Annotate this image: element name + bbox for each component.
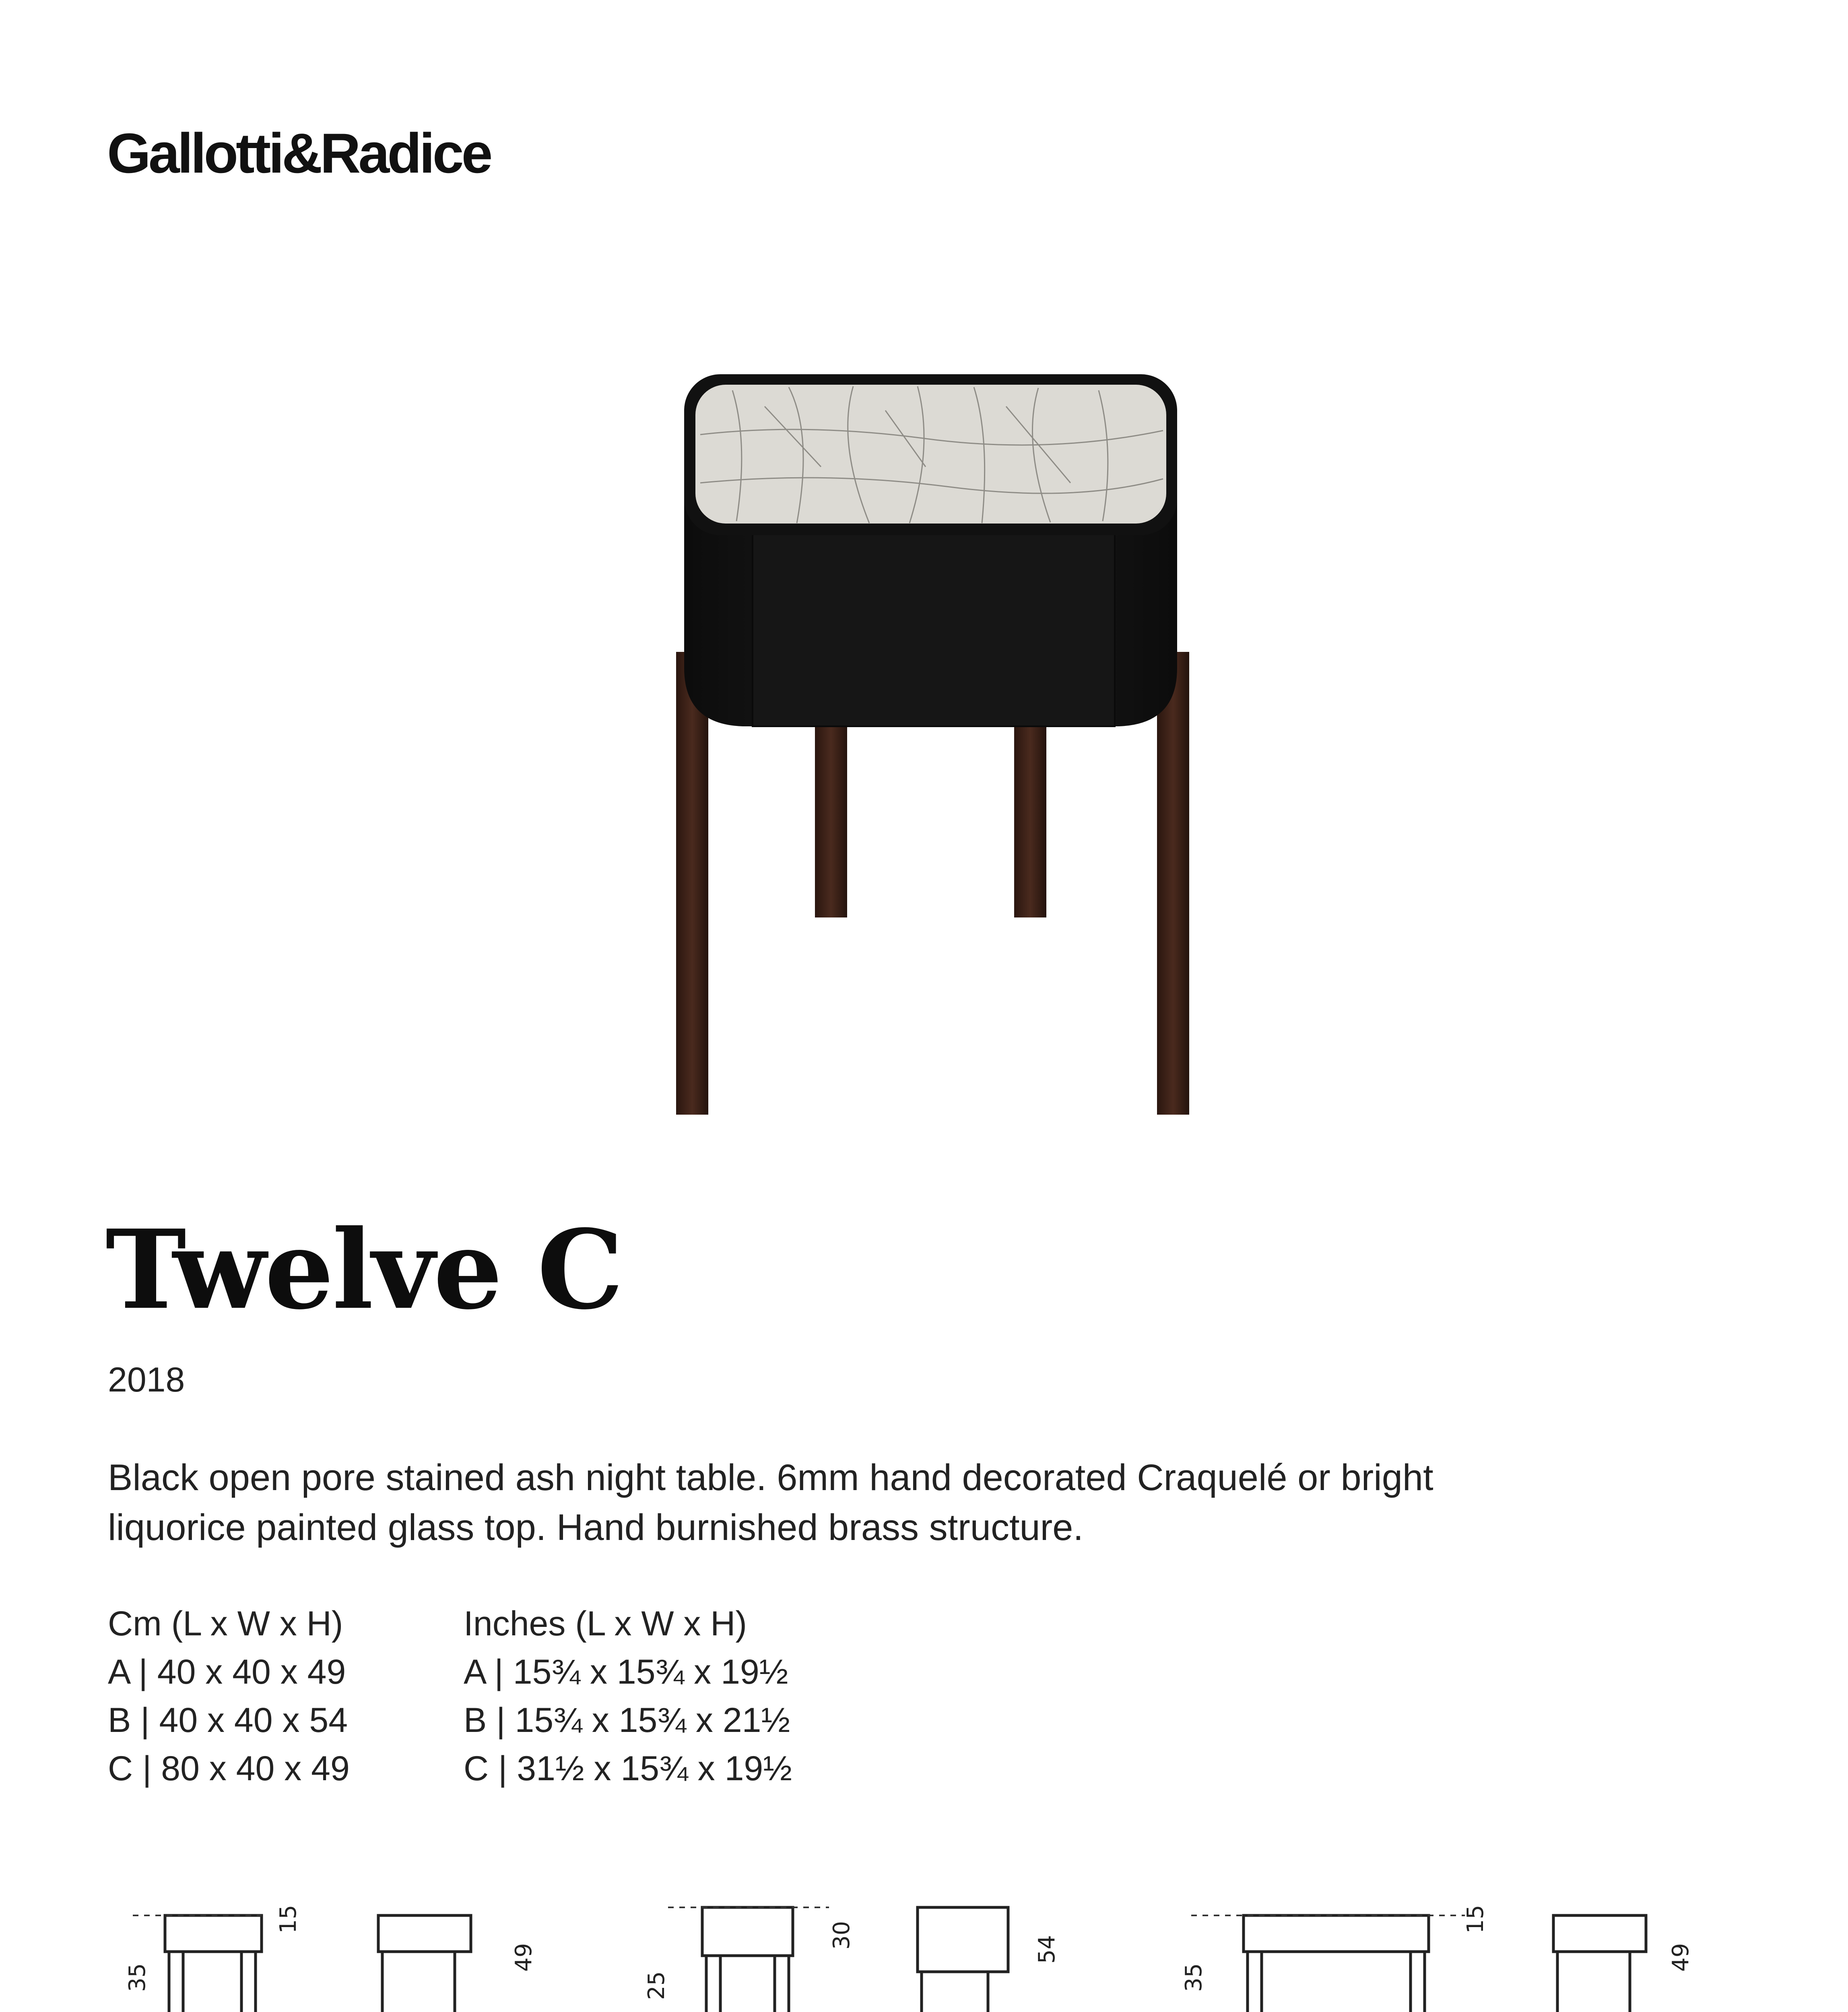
dims-in-row: B | 15¾ x 15¾ x 21½ [464, 1701, 790, 1740]
c-top-dim: 15 [1462, 1905, 1489, 1934]
front-leg-left [676, 652, 708, 1115]
dims-in-row: C | 31½ x 15¾ x 19½ [464, 1749, 792, 1788]
drawing-a-side [378, 1915, 471, 2012]
dims-in-header: Inches (L x W x H) [464, 1604, 747, 1643]
a-leg-dim: 35 [124, 1963, 151, 1992]
product-year: 2018 [108, 1361, 185, 1399]
dims-cm-row: B | 40 x 40 x 54 [108, 1701, 348, 1740]
dims-cm-row: A | 40 x 40 x 49 [108, 1653, 346, 1691]
b-top-dim: 30 [829, 1921, 855, 1950]
technical-drawings [0, 1851, 1848, 2012]
drawing-b-front [702, 1907, 793, 2012]
product-title: Twelve C [105, 1206, 622, 1334]
b-height-dim: 54 [1034, 1935, 1060, 1964]
description-line: Black open pore stained ash night table. 6mm hand decorated Craquelé or bright [108, 1457, 1433, 1498]
a-top-dim: 15 [275, 1905, 301, 1934]
craquele-glass-top [695, 385, 1166, 524]
drawer-front [753, 531, 1115, 726]
drawing-b-side [918, 1907, 1008, 2012]
description-line: liquorice painted glass top. Hand burnished brass structure. [108, 1507, 1084, 1548]
drawing-c-side [1553, 1915, 1646, 2012]
dims-cm-header: Cm (L x W x H) [108, 1604, 343, 1643]
product-photo [644, 362, 1215, 1143]
front-leg-right [1157, 652, 1189, 1115]
dimensions-inches [464, 1600, 792, 1793]
c-height-dim: 49 [1668, 1943, 1694, 1972]
drawing-a-front [165, 1915, 262, 2012]
dims-cm-row: C | 80 x 40 x 49 [108, 1749, 350, 1788]
drawing-c-front [1244, 1915, 1429, 2012]
brand-logo: Gallotti&Radice [107, 122, 491, 185]
product-description [108, 1453, 1758, 1552]
a-height-dim: 49 [511, 1943, 537, 1972]
dims-in-row: A | 15¾ x 15¾ x 19½ [464, 1653, 788, 1691]
b-leg-dim: 25 [644, 1971, 670, 2000]
dimensions-cm [108, 1600, 350, 1793]
c-leg-dim: 35 [1181, 1963, 1207, 1992]
